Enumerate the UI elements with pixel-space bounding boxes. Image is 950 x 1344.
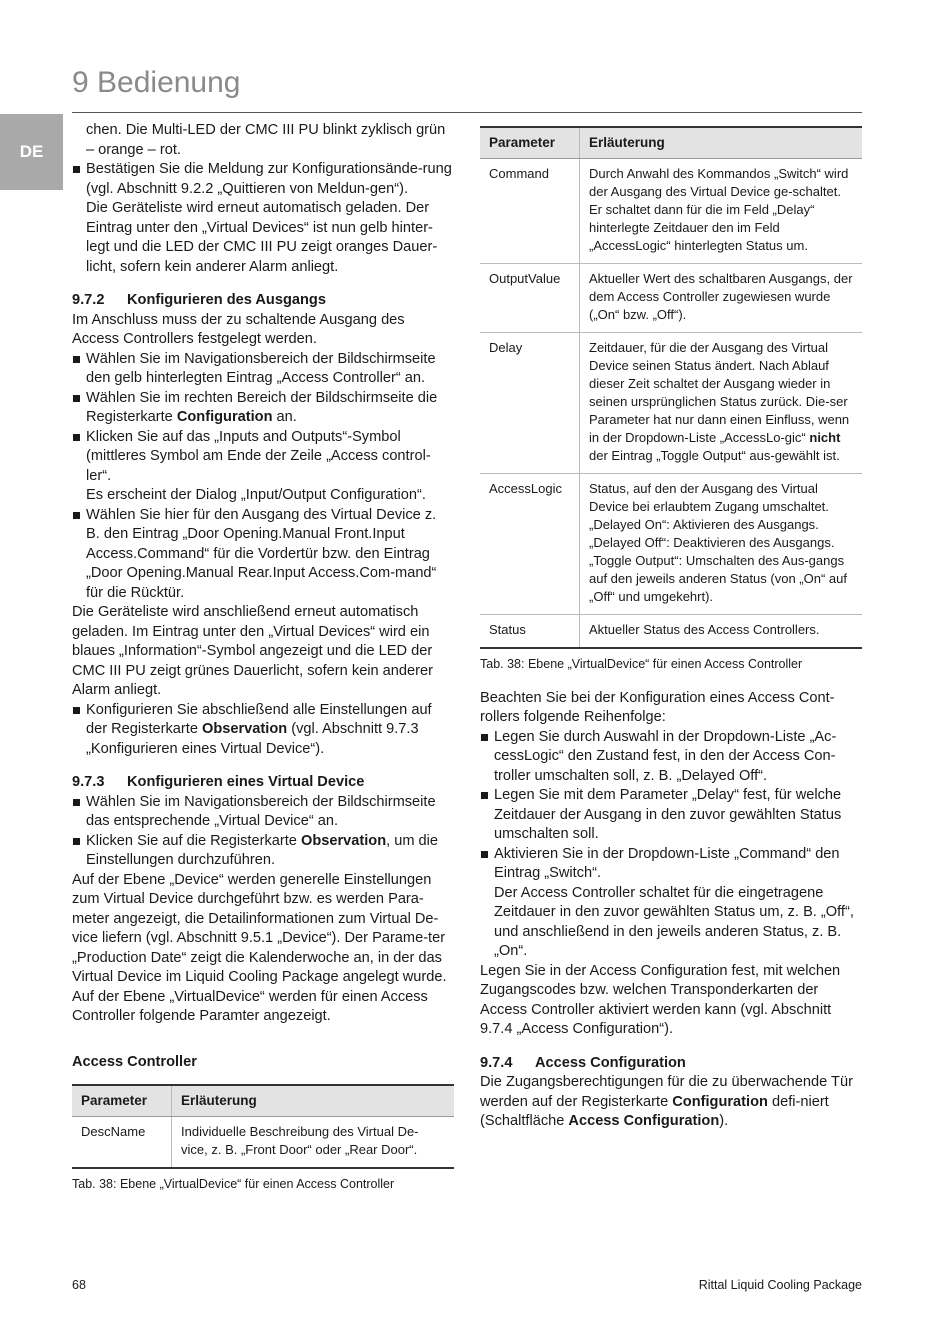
table-row [480, 159, 862, 264]
parameter-table-right [480, 126, 862, 649]
table-header: Parameter [72, 1085, 172, 1117]
bold-text: Observation [202, 721, 288, 737]
table-header: Erläuterung [580, 127, 863, 159]
table-cell: Individuelle Beschreibung des Virtual De-vice, z. B. „Front Door“ oder „Rear Door“. [172, 1117, 455, 1169]
table-cell: AccessLogic [480, 474, 580, 615]
paragraph: chen. Die Multi-LED der CMC III PU blinkt zyklisch grün – orange – rot. [86, 122, 446, 158]
text: Konfigurieren Sie abschließend alle Einstellungen auf der Registerkarte [86, 701, 432, 737]
footer-product: Rittal Liquid Cooling Package [698, 1278, 862, 1292]
table-caption: Tab. 38: Ebene „VirtualDevice“ für einen Access Controller [480, 657, 803, 671]
bullet-item [72, 832, 454, 871]
bold-text: nicht [809, 430, 841, 445]
table-cell: DescName [72, 1117, 172, 1169]
paragraph: Der Access Controller schaltet für die eingetragene Zeitdauer in den zuvor gewählten Status um, z. B. „Off“, und anschließend in den jeweils anderen Status, z. B. „On“. [494, 884, 854, 959]
table-cell: Delay [480, 333, 580, 474]
text: an. [272, 409, 297, 425]
text: Wählen Sie im rechten Bereich der Bildschirmseite die Registerkarte [86, 389, 438, 425]
bullet-item: Legen Sie durch Auswahl in der Dropdown-Liste „Ac-cessLogic“ den Zustand fest, in den der Access Con-troller umschalten soll, z. B. „Delayed Off“. [480, 728, 862, 787]
paragraph: Legen Sie in der Access Configuration fest, mit welchen Zugangscodes bzw. welchen Transponderkarten der Access Controller aktiviert werden kann (vgl. Abschnitt 9.7.4 „Access Configuration“). [480, 962, 841, 1037]
bullet-item [72, 389, 454, 428]
bullet-item: Bestätigen Sie die Meldung zur Konfigurationsände-rung (vgl. Abschnitt 9.2.2 „Quittieren von Meldun-gen“). [72, 160, 454, 199]
bullet-item: Wählen Sie im Navigationsbereich der Bildschirmseite den gelb hinterlegten Eintrag „Access Controller“ an. [72, 350, 454, 389]
table-cell: OutputValue [480, 264, 580, 333]
table-row [480, 264, 862, 333]
chapter-title: 9 Bedienung [72, 66, 241, 99]
table-cell: Command [480, 159, 580, 264]
section-number: 9.7.3 [72, 774, 105, 790]
table-header-row [72, 1085, 454, 1117]
table-row [480, 615, 862, 649]
table-section-label: Access Controller [72, 1053, 197, 1070]
text: Zeitdauer, für die der Ausgang des Virtual Device seinen Status ändert. Nach Ablauf dieser Zeit schaltet der Ausgang wieder in seinen ursprünglichen Status zurück. Die-ser Parameter hat nur dann einen Einfluss, wenn in der Dropdown-Liste „AccessLo-gic“ [589, 340, 850, 445]
table-row [480, 474, 862, 615]
paragraph: Die Geräteliste wird anschließend erneut automatisch geladen. Im Eintrag unter den „Virtual Devices“ wird ein blaues „Information“-Symbol angezeigt und die LED der CMC III PU zeigt grünes Dauerlicht, sofern kein anderer Alarm anliegt. [72, 604, 433, 698]
section-heading-9-7-3 [72, 773, 454, 793]
left-column [72, 121, 454, 1195]
bullet-item: Klicken Sie auf das „Inputs and Outputs“-Symbol (mittleres Symbol am Ende der Zeile „Access control-ler“. [72, 428, 454, 487]
table-cell: Aktueller Wert des schaltbaren Ausgangs, der dem Access Controller zugewiesen wurde („On“ bzw. „Off“). [580, 264, 863, 333]
paragraph: Es erscheint der Dialog „Input/Output Configuration“. [86, 487, 426, 503]
title-divider [72, 112, 862, 113]
paragraph: Auf der Ebene „VirtualDevice“ werden für einen Access Controller folgende Paramter angezeigt. [72, 988, 428, 1024]
text: ). [719, 1113, 729, 1129]
section-title: Access Configuration [535, 1054, 686, 1071]
section-title: Konfigurieren eines Virtual Device [127, 774, 365, 790]
text: , um die Einstellungen durchzuführen. [86, 832, 439, 868]
section-heading-9-7-4 [480, 1054, 862, 1074]
paragraph [480, 1073, 862, 1132]
paragraph: Auf der Ebene „Device“ werden generelle Einstellungen zum Virtual Device durchgeführt bzw. es werden Para-meter angezeigt, die Detailinformationen zum Virtual De-vice liefern (vgl. Abschnitt 9.5.1 „Device“). Der Parame-ter „Production Date“ zeigt die Kalenderwoche an, in der das Virtual Device im Liquid Cooling Package angelegt wurde. [72, 871, 447, 985]
table-header-row [480, 127, 862, 159]
section-heading-9-7-2 [72, 291, 454, 311]
bullet-item: Legen Sie mit dem Parameter „Delay“ fest, für welche Zeitdauer der Ausgang in den zuvor gewählten Status umschalten soll. [480, 786, 862, 845]
bullet-item: Wählen Sie hier für den Ausgang des Virtual Device z. B. den Eintrag „Door Opening.Manual Front.Input Access.Command“ für die Vordertür bzw. den Eintrag „Door Opening.Manual Rear.Input Access.Com-mand“ für die Rücktür. [72, 506, 454, 604]
parameter-table-left [72, 1084, 454, 1169]
table-cell: Status [480, 615, 580, 649]
table-cell: Status, auf den der Ausgang des Virtual Device bei erlaubtem Zugang umschaltet. „Delayed On“: Aktivieren des Ausgangs. „Delayed Off“: Deaktivieren des Ausgangs. „Toggle Output“: Umschalten des Aus-gangs auf den jeweils anderen Status (von „On“ auf „Off“ und umgekehrt). [580, 474, 863, 615]
paragraph: Beachten Sie bei der Konfiguration eines Access Cont-rollers folgende Reihenfolge: [480, 689, 835, 725]
paragraph: Die Geräteliste wird erneut automatisch geladen. Der Eintrag unter den „Virtual Devices“ ist nun gelb hinter-legt und die LED der CMC III PU zeigt oranges Dauer-licht, sofern kein anderer Alarm anliegt. [86, 200, 438, 275]
bullet-item: Aktivieren Sie in der Dropdown-Liste „Command“ den Eintrag „Switch“. [480, 845, 862, 884]
table-row [480, 333, 862, 474]
section-number: 9.7.4 [480, 1054, 513, 1071]
table-header: Parameter [480, 127, 580, 159]
table-caption: Tab. 38: Ebene „VirtualDevice“ für einen Access Controller [72, 1177, 395, 1191]
text: (vgl. Abschnitt 9.7.3 „Konfigurieren eines Virtual Device“). [86, 721, 419, 757]
bold-text: Access Configuration [568, 1113, 720, 1129]
table-cell: Aktueller Status des Access Controllers. [580, 615, 863, 649]
table-cell: Durch Anwahl des Kommandos „Switch“ wird der Ausgang des Virtual Device ge-schaltet. Er schaltet dann für die im Feld „Delay“ hinterlegte Zeitdauer den im Feld „AccessLogic“ hinterlegten Status um. [580, 159, 863, 264]
table-row [72, 1117, 454, 1169]
language-tab: DE [0, 114, 63, 190]
table-cell [580, 333, 863, 474]
text: der Eintrag „Toggle Output“ aus-gewählt ist. [589, 448, 840, 463]
page-number: 68 [72, 1278, 86, 1292]
section-title: Konfigurieren des Ausgangs [127, 292, 326, 308]
paragraph: Im Anschluss muss der zu schaltende Ausgang des Access Controllers festgelegt werden. [72, 311, 405, 347]
bold-text: Configuration [176, 409, 273, 425]
text: Die Zugangsberechtigungen für die zu überwachende Tür werden auf der Registerkarte [480, 1074, 853, 1110]
bullet-item: Wählen Sie im Navigationsbereich der Bildschirmseite das entsprechende „Virtual Device“ an. [72, 793, 454, 832]
bold-text: Configuration [672, 1093, 768, 1110]
bold-text: Observation [300, 832, 387, 849]
table-header: Erläuterung [172, 1085, 455, 1117]
text: Klicken Sie auf die Registerkarte [86, 832, 301, 849]
bullet-item [72, 701, 454, 760]
right-column [480, 126, 862, 1132]
section-number: 9.7.2 [72, 292, 105, 308]
text: defi-niert (Schaltfläche [480, 1093, 829, 1129]
